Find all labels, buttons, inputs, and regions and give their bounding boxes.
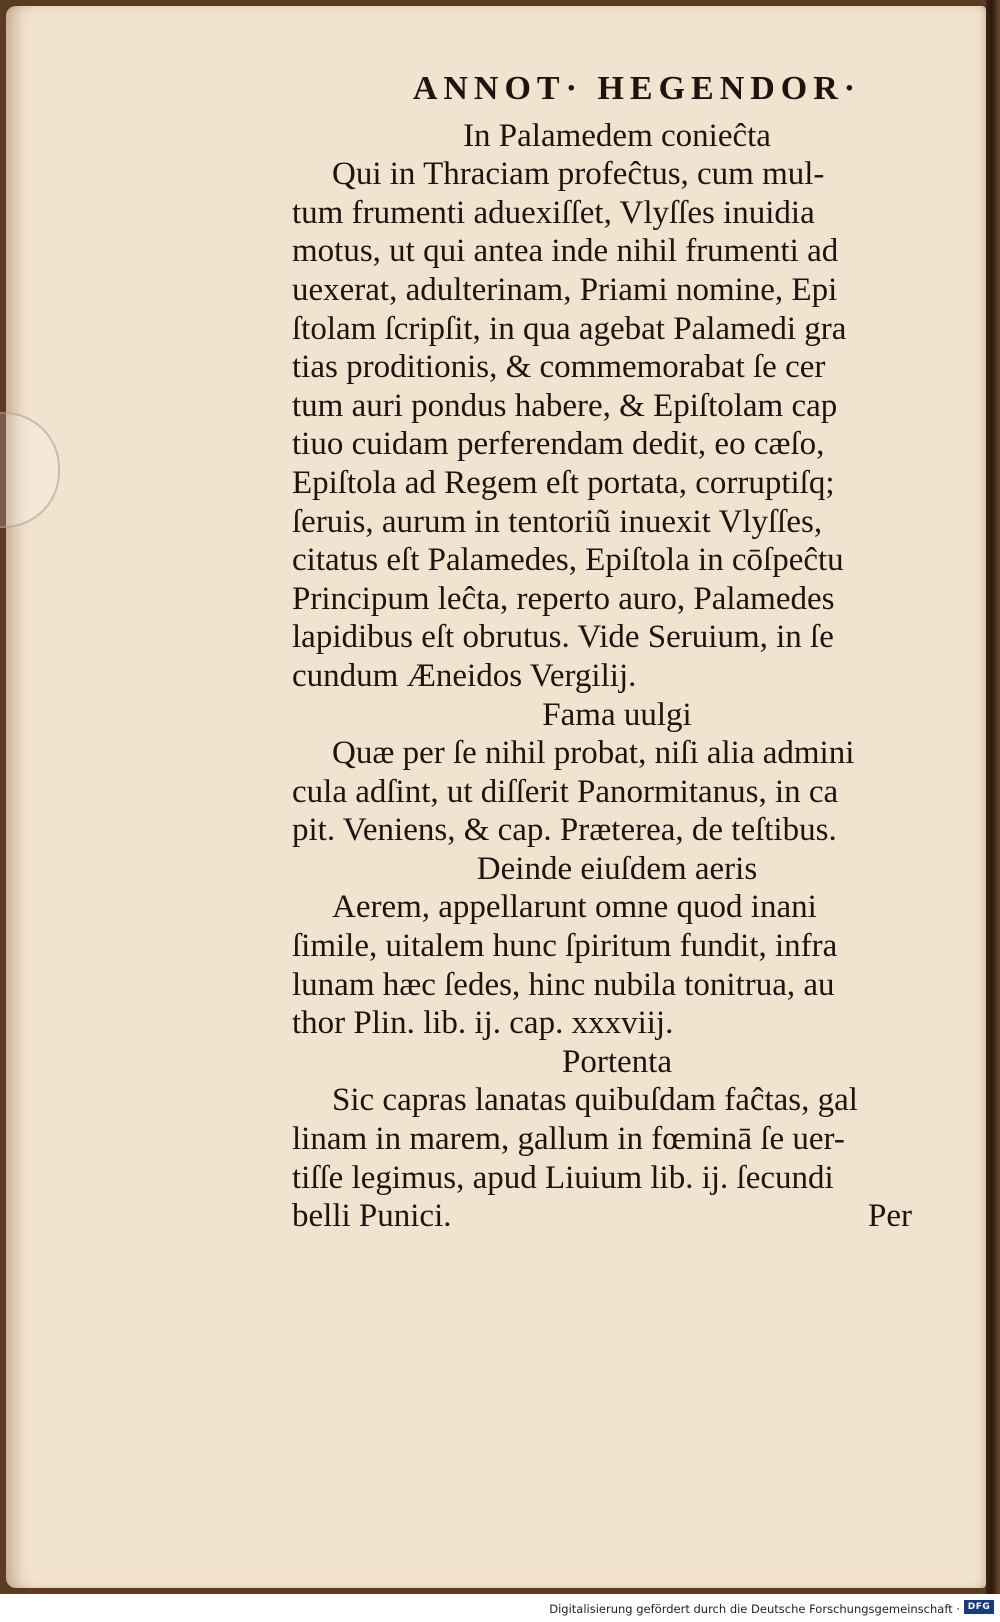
text-line: linam in marem, gallum in fœminā ſe uer-	[292, 1121, 845, 1158]
footer-credit: Digitalisierung gefördert durch die Deutsche Forschungsgemeinschaft ·	[549, 1602, 960, 1616]
text-line: cundum Æneidos Vergilij.	[292, 657, 637, 694]
text-line: Principum leĉta, reperto auro, Palamedes	[292, 580, 835, 617]
text-line: Sic capras lanatas quibuſdam faĉtas, gal	[332, 1082, 858, 1119]
section-heading: Portenta	[562, 1043, 672, 1080]
text-line: lunam hæc ſedes, hinc nubila tonitrua, au	[292, 966, 835, 1003]
text-line: ſeruis, aurum in tentoriũ inuexit Vlyſſes,	[292, 503, 823, 540]
text-line: cula adſint, ut diſſerit Panormitanus, in ca	[292, 773, 839, 810]
section-aeris	[292, 850, 942, 1043]
text-line: motus, ut qui antea inde nihil frumenti ad	[292, 233, 839, 270]
section-heading: In Palamedem conieĉta	[463, 117, 771, 154]
text-line: lapidibus eſt obrutus. Vide Seruium, in ſe	[292, 619, 834, 656]
text-line: thor Plin. lib. ij. cap. xxxviij.	[292, 1005, 674, 1042]
section-palamedes	[292, 117, 942, 696]
text-line: uexerat, adulterinam, Priami nomine, Epi	[292, 271, 838, 308]
section-fama-uulgi	[292, 696, 942, 850]
text-line: pit. Veniens, & cap. Præterea, de teſtibus.	[292, 812, 837, 849]
text-line: citatus eſt Palamedes, Epiſtola in cōſpeĉtu	[292, 542, 844, 579]
dfg-logo: DFG	[964, 1600, 994, 1614]
text-line: tum frumenti aduexiſſet, Vlyſſes inuidia	[292, 194, 815, 231]
running-head: ANNOT· HEGENDOR·	[412, 70, 862, 107]
section-heading: Fama uulgi	[542, 696, 692, 733]
text-line: belli Punici.	[292, 1198, 452, 1235]
text-line: tias proditionis, & commemorabat ſe cer	[292, 349, 826, 386]
text-line: tum auri pondus habere, & Epiſtolam cap	[292, 387, 838, 424]
text-line: Quæ per ſe nihil probat, niſi alia admini	[332, 735, 855, 772]
section-heading: Deinde eiuſdem aeris	[476, 850, 758, 887]
text-line: ſimile, uitalem hunc ſpiritum fundit, infra	[292, 928, 838, 965]
catchword: Per	[868, 1198, 912, 1235]
text-line: Qui in Thraciam profeĉtus, cum mul-	[332, 156, 825, 193]
text-line: Aerem, appellarunt omne quod inani	[332, 889, 817, 926]
text-line: Epiſtola ad Regem eſt portata, corruptiſq;	[292, 464, 835, 501]
page-text	[292, 70, 942, 1236]
text-line: ſtolam ſcripſit, in qua agebat Palamedi gra	[292, 310, 847, 347]
book-fore-edge	[986, 0, 1000, 1594]
footer-bar	[0, 1594, 1000, 1622]
text-line: tiſſe legimus, apud Liuium lib. ij. ſecundi	[292, 1159, 834, 1196]
text-line: tiuo cuidam perferendam dedit, eo cæſo,	[292, 426, 825, 463]
